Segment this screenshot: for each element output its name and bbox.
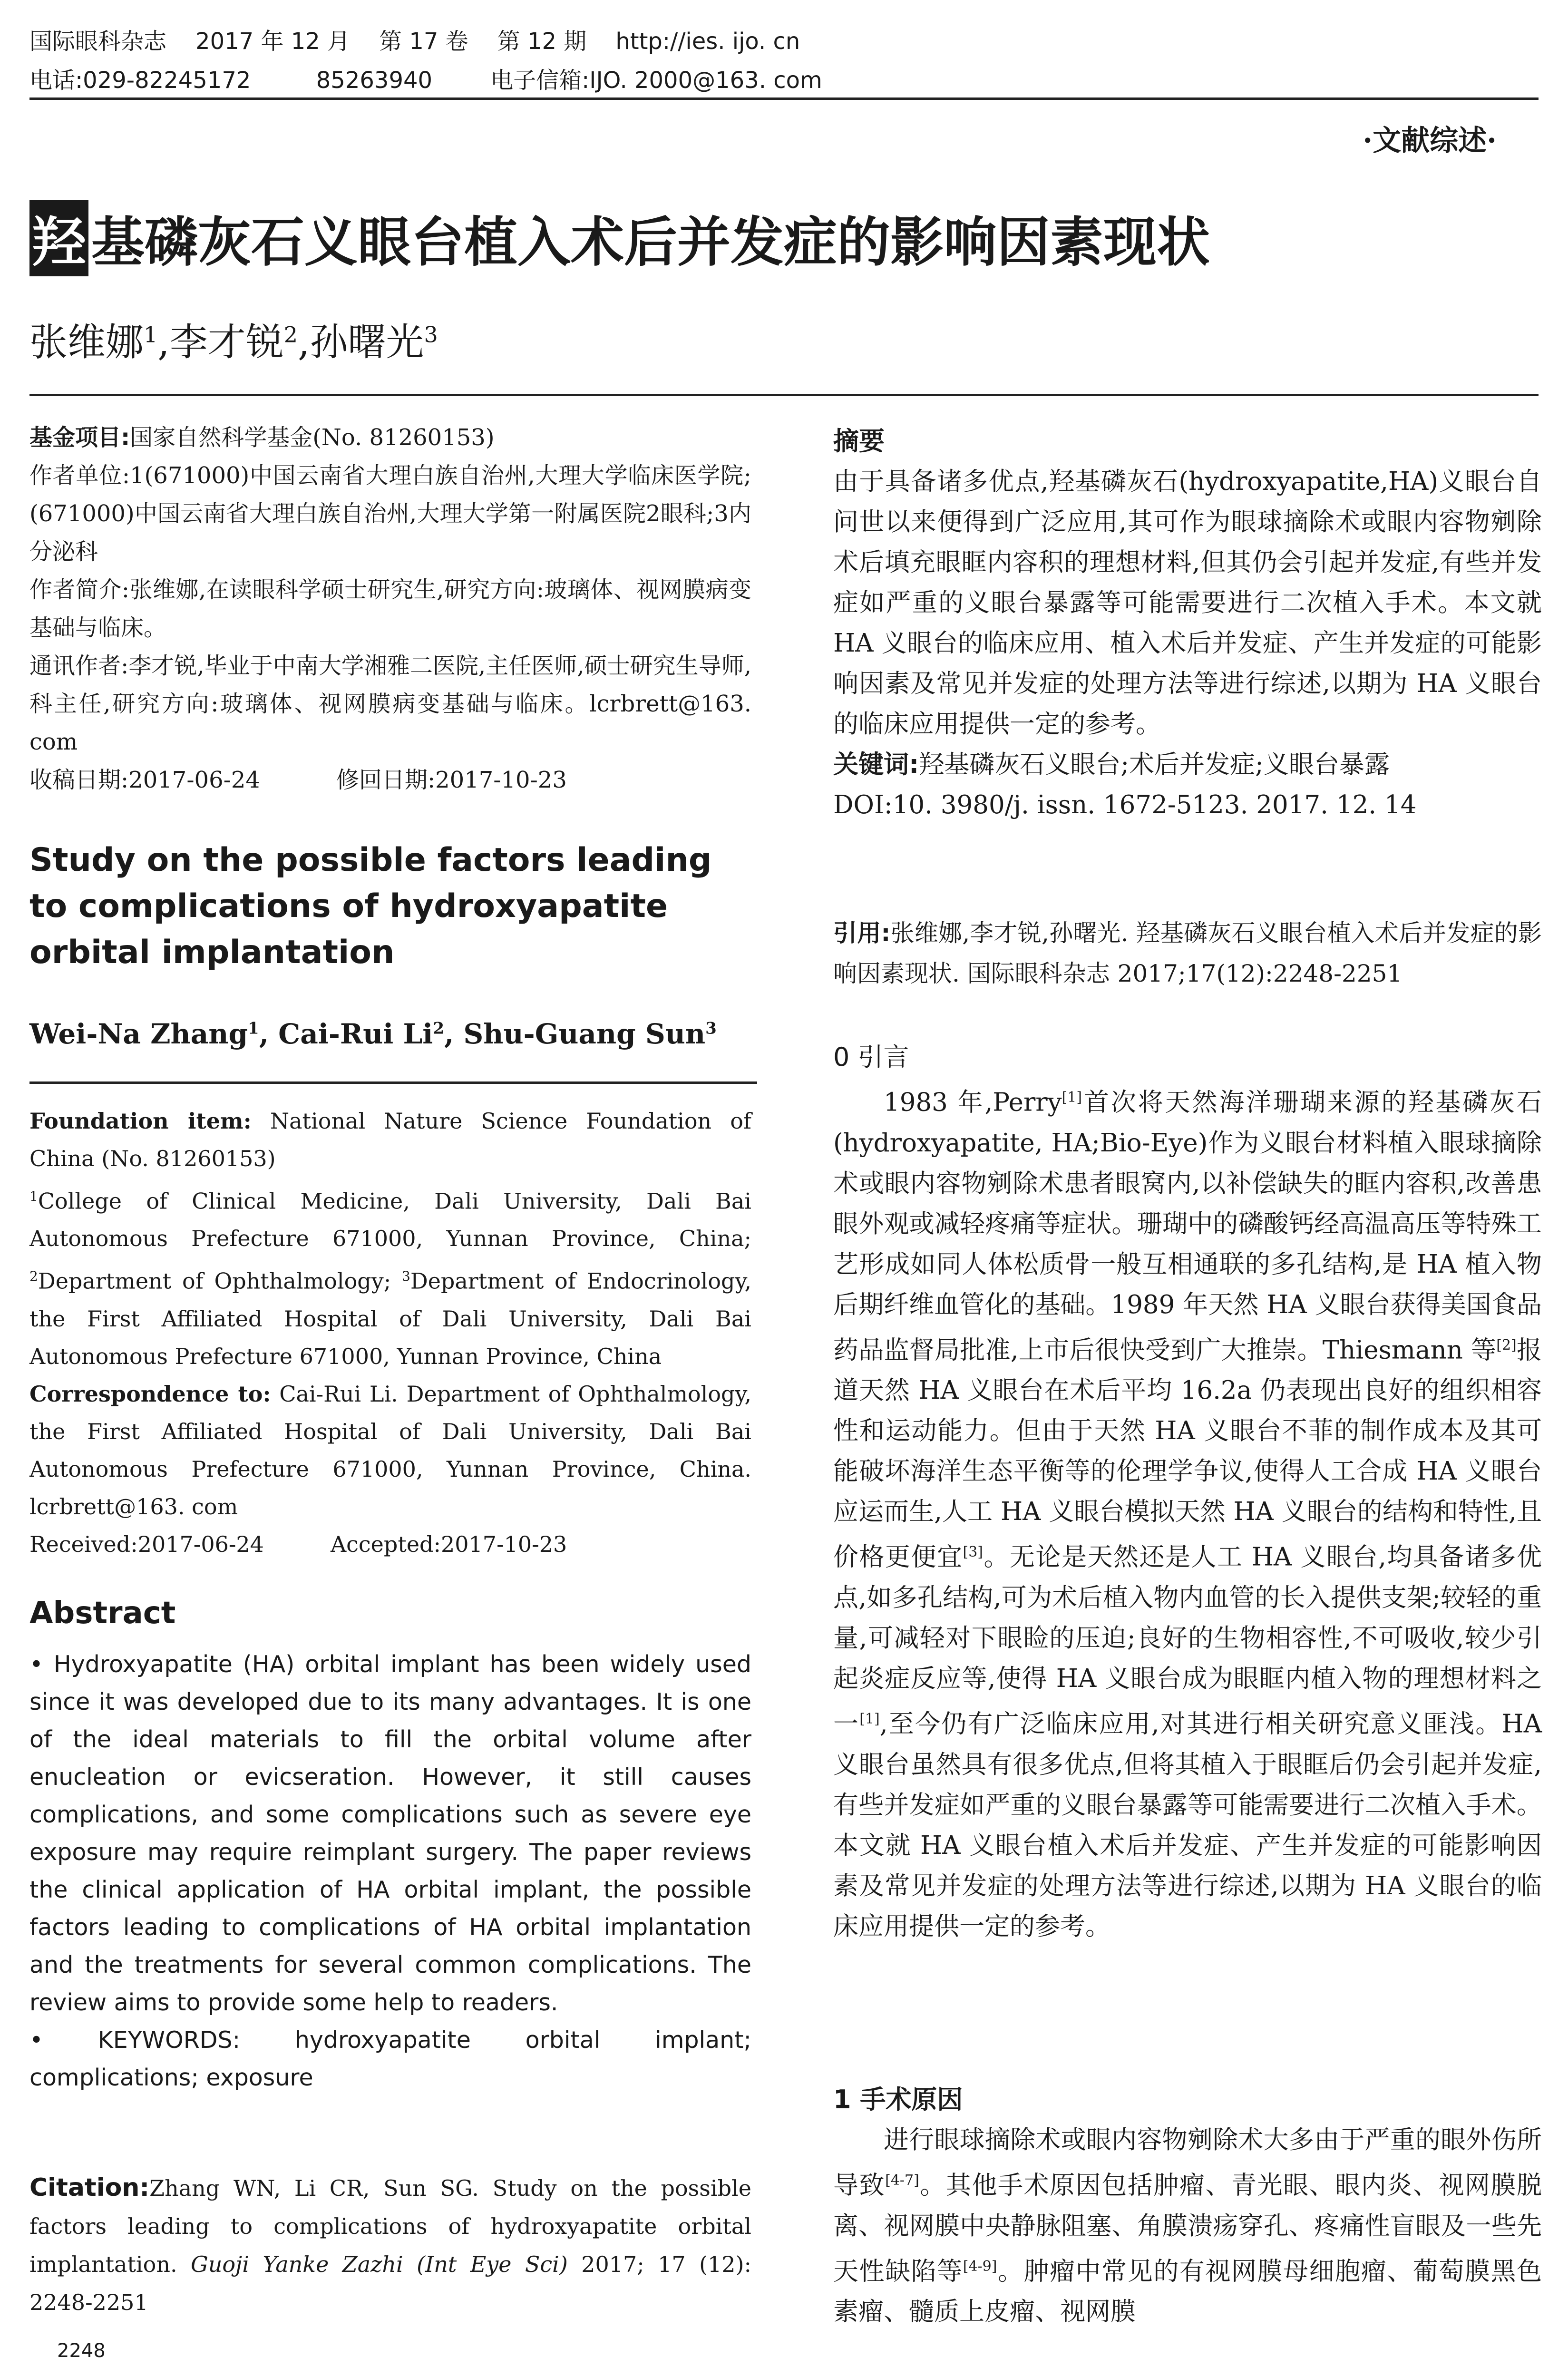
author-name-en: Shu-Guang Sun [463,1018,706,1050]
title-rest: 基磷灰石义眼台植入术后并发症的影响因素现状 [91,212,1210,273]
foundation-label: 基金项目: [29,424,130,451]
keywords-label: KEYWORDS: [97,2026,241,2054]
text-run: 。无论是天然还是人工 HA 义眼台,均具备诸多优点,如多孔结构,可为术后植入物内血管的长入提供支架;较轻的重量,可减轻对下眼睑的压迫;良好的生物相容性,不可吸收,较少引起炎症反应等,使得 HA 义眼台成为眼眶内植入物的理想材料之一 [833,1542,1542,1739]
cn-abstract [833,421,1542,825]
section-0-body [833,1077,1542,1947]
keywords-bullet: • [29,2026,43,2054]
english-author-list: Wei-Na Zhang$^1$, Cai-Rui Li$^2$, Shu-Guang Sun$^3$ [29,1018,717,1050]
keyword: hydroxyapatite [294,2026,471,2054]
journal-header-line1: 国际眼科杂志 2017 年 12 月 第 17 卷 第 12 期 http://ies. ijo. cn [29,28,800,55]
citation-journal: Guoji Yanke Zazhi (Int Eye Sci) [190,2251,568,2277]
affiliation-en-3: Department of Endocrinology, the First Affiliated Hospital of Dali University, Dali Bai Autonomous Prefecture 671000, Yunnan Province, China [29,1268,751,1369]
affiliation-label: 作者单位: [29,462,130,489]
cn-citation-text: 张维娜,李才锐,孙曙光. 羟基磷灰石义眼台植入术后并发症的影响因素现状. 国际眼科杂志 2017;17(12):2248-2251 [833,919,1542,987]
keywords-row [29,2021,751,2059]
correspondence-text: 李才锐,毕业于中南大学湘雅二医院,主任医师,硕士研究生导师,科主任,研究方向:玻璃体、视网膜病变基础与临床。lcrbrett@163. com [29,653,751,755]
affil-mark: 2 [29,1268,38,1285]
text-run: 。其他手术原因包括肿瘤、青光眼、眼内炎、视网膜脱离、视网膜中央静脉阻塞、角膜溃疡穿孔、疼痛性盲眼及一些先天性缺陷等 [833,2171,1542,2286]
cn-keywords: 羟基磷灰石义眼台;术后并发症;义眼台暴露 [919,750,1390,779]
author-list: 张维娜$^1$,李才锐$^2$,孙曙光$^3$ [29,320,438,364]
author-name: 李才锐 [169,320,284,364]
text-run: ,至今仍有广泛临床应用,对其进行相关研究意义匪浅。HA 义眼台虽然具有很多优点,但将其植入于眼眶后仍会引起并发症,有些并发症如严重的义眼台暴露等可能需要进行二次植入手术。本文就 HA 义眼台植入术后并发症、产生并发症的可能影响因素及常见并发症的处理方法等进行综述,以期为 HA 义眼台的临床应用提供一定的参考。 [833,1709,1542,1941]
section-1-body [833,2120,1542,2332]
title-divider [29,394,1539,396]
cn-metadata [29,419,751,799]
affil-mark: 3 [402,1268,410,1285]
journal-header-line2: 电话:029-82245172 85263940 电子信箱:IJO. 2000@163. com [29,67,822,94]
reference-mark: [2] [1496,1336,1517,1354]
revised-date: 修回日期:2017-10-23 [336,767,567,793]
keywords-rest: complications; exposure [29,2064,313,2091]
text-run: 首次将天然海洋珊瑚来源的羟基磷灰石(hydroxyapatite, HA;Bio-Eye)作为义眼台材料植入眼球摘除术或眼内容物剜除术患者眼窝内,以补偿缺失的眶内容积,改善患眼外观或减轻疼痛等症状。珊瑚中的磷酸钙经高温高压等特殊工艺形成如同人体松质骨一般互相通联的多孔结构,是 HA 植入物后期纤维血管化的基础。1989 年天然 HA 义眼台获得美国食品药品监督局批准,上市后很快受到广大推崇。Thiesmann 等 [833,1088,1542,1365]
text-run: 。肿瘤中常见的有视网膜母细胞瘤、葡萄膜黑色素瘤、髓质上皮瘤、视网膜 [833,2257,1542,2327]
cn-citation [833,913,1542,994]
header-rule [29,97,1539,100]
keyword: implant; [655,2026,751,2054]
accepted-date-en: Accepted:2017-10-23 [330,1531,567,1557]
author-name-en: Wei-Na Zhang [29,1018,248,1050]
reference-mark: [4-9] [963,2258,997,2275]
author-affil-mark: 2 [283,321,298,348]
citation-en [29,2169,751,2321]
reference-mark: [4-7] [885,2172,919,2189]
english-divider [29,1081,757,1084]
section-tag: ·文献综述· [1363,124,1497,157]
article-title [29,200,1210,276]
text-run: 1983 年,Perry [884,1088,1062,1117]
affiliation-en-2: Department of Ophthalmology; [38,1268,391,1294]
paragraph [833,1077,1542,1947]
foundation-text-en: National Nature Science Foundation of China (No. 81260153) [29,1108,751,1171]
cn-abstract-text: 由于具备诸多优点,羟基磷灰石(hydroxyapatite,HA)义眼台自问世以来便得到广泛应用,其可作为眼球摘除术或眼内容物剜除术后填充眼眶内容积的理想材料,但其仍会引起并发症,有些并发症如严重的义眼台暴露等可能需要进行二次植入手术。本文就 HA 义眼台的临床应用、植入术后并发症、产生并发症的可能影响因素及常见并发症的处理方法等进行综述,以期为 HA 义眼台的临床应用提供一定的参考。 [833,467,1542,739]
author-name: 孙曙光 [310,320,424,364]
citation-tail: 2017; 17 (12): 2248-2251 [29,2251,751,2315]
foundation-label-en: Foundation item: [29,1108,252,1134]
title-first-char: 羟 [29,200,88,276]
received-date: 收稿日期:2017-06-24 [29,767,260,793]
paragraph [833,2120,1542,2332]
affiliation-en-1: College of Clinical Medicine, Dali University, Dali Bai Autonomous Prefecture 671000, Yunnan Province, China; [29,1188,751,1252]
author-affil-mark: 3 [424,321,438,348]
citation-label: Citation: [29,2173,150,2202]
page-number: 2248 [57,2340,106,2362]
bio-text: 张维娜,在读眼科学硕士研究生,研究方向:玻璃体、视网膜病变基础与临床。 [29,576,751,641]
correspondence-label: 通讯作者: [29,653,129,679]
doi: DOI:10. 3980/j. issn. 1672-5123. 2017. 12. 14 [833,790,1417,819]
correspondence-label-en: Correspondence to: [29,1381,271,1407]
section-1-heading: 1 手术原因 [833,2085,963,2114]
reference-mark: [3] [963,1544,983,1561]
foundation-text: 国家自然科学基金(No. 81260153) [130,424,495,451]
received-date-en: Received:2017-06-24 [29,1531,264,1557]
english-title: Study on the possible factors leading to complications of hydroxyapatite orbital implantation [29,841,712,971]
author-name: 张维娜 [29,320,144,364]
abstract-body [29,1646,751,2096]
reference-mark: [1] [1062,1089,1082,1106]
english-metadata [29,1102,751,1563]
citation-text: Zhang WN, Li CR, Sun SG. Study on the possible factors leading to complications of hydroxyapatite orbital implantation. [29,2175,751,2277]
cn-abstract-heading: 摘要 [833,426,885,456]
abstract-heading: Abstract [29,1596,176,1631]
author-affil-mark: 1 [144,321,158,348]
reference-mark: [1] [859,1710,880,1727]
author-affil-mark: 2 [433,1019,445,1038]
author-name-en: Cai-Rui Li [278,1018,433,1050]
author-affil-mark: 3 [705,1019,717,1038]
abstract-text: • Hydroxyapatite (HA) orbital implant has been widely used since it was developed due to its many advantages. It is one of the ideal materials to fill the orbital volume after enucleation or evicseration. However, it still causes complications, and some complications such as severe eye exposure may require reimplant surgery. The paper reviews the clinical application of HA orbital implant, the possible factors leading to complications of HA orbital implantation and the treatments for several common complications. The review aims to provide some help to readers. [29,1651,751,2016]
author-affil-mark: 1 [248,1019,259,1038]
correspondence-text-en: Cai-Rui Li. Department of Ophthalmology, the First Affiliated Hospital of Dali University, Dali Bai Autonomous Prefecture 671000, Yunnan Province, China. lcrbrett@163. com [29,1381,751,1520]
section-0-heading: 0 引言 [833,1042,909,1072]
keyword: orbital [525,2026,601,2054]
text-run: 进行眼球摘除术或眼内容物剜除术大多由于严重的眼外伤所导致 [833,2125,1542,2200]
bio-label: 作者简介: [29,576,130,603]
cn-citation-label: 引用: [833,919,891,947]
text-run: 报道天然 HA 义眼台在术后平均 16.2a 仍表现出良好的组织相容性和运动能力。但由于天然 HA 义眼台不菲的制作成本及其可能破坏海洋生态平衡等的伦理学争议,使得人工合成 HA 义眼台应运而生,人工 HA 义眼台模拟天然 HA 义眼台的结构和特性,且价格更便宜 [833,1335,1542,1572]
affiliation-text: 1(671000)中国云南省大理白族自治州,大理大学临床医学院;(671000)中国云南省大理白族自治州,大理大学第一附属医院2眼科;3内分泌科 [29,462,751,565]
cn-keywords-label: 关键词: [833,750,919,779]
affil-mark: 1 [29,1188,38,1204]
